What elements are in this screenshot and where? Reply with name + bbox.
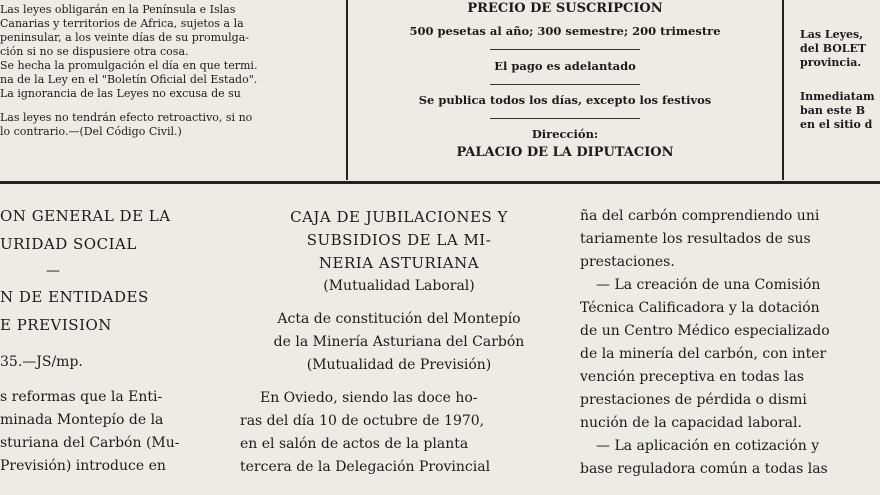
right-notice-line: Inmediatam <box>800 90 875 103</box>
col3-line: base reguladora común a todas las <box>580 461 828 477</box>
col1-body-line: s reformas que la Enti- <box>0 389 163 405</box>
legal-notice <box>0 3 344 139</box>
direction-label: Dirección: <box>531 127 599 141</box>
col1-heading: N DE ENTIDADES <box>0 288 149 306</box>
col1-reference: 35.—JS/mp. <box>0 354 83 370</box>
col3-line: de un Centro Médico especializado <box>580 323 830 339</box>
col3-line: — La creación de una Comisión <box>596 277 821 293</box>
payment-rule <box>490 84 640 85</box>
col1-body-line: sturiana del Carbón (Mu- <box>0 435 180 451</box>
col2-body-line: tercera de la Delegación Provincial <box>240 459 491 475</box>
col2-act-title: Acta de constitución del Montepío <box>277 311 521 327</box>
col2-subtitle: (Mutualidad Laboral) <box>323 278 475 294</box>
col2-act-title: (Mutualidad de Previsión) <box>306 357 492 373</box>
col2-body-line: en el salón de actos de la planta <box>240 436 469 452</box>
price-rule <box>490 49 640 50</box>
col2-act-title: de la Minería Asturiana del Carbón <box>273 334 525 350</box>
col2-title: CAJA DE JUBILACIONES Y <box>290 208 508 226</box>
legal-line: Las leyes no tendrán efecto retroactivo, si no <box>0 111 253 124</box>
col1-heading: E PREVISION <box>0 316 112 334</box>
column-3 <box>580 205 880 481</box>
right-notice <box>800 28 875 132</box>
column-1 <box>0 204 235 478</box>
col1-heading: URIDAD SOCIAL <box>0 235 137 253</box>
col3-line: prestaciones de pérdida o dismi <box>580 392 807 408</box>
right-notice-line: provincia. <box>800 56 862 69</box>
price-title: PRECIO DE SUSCRIPCION <box>467 1 663 16</box>
column-2 <box>240 206 558 479</box>
col3-line: prestaciones. <box>580 254 675 270</box>
price-text: 500 pesetas al año; 300 semestre; 200 trimestre <box>409 24 721 38</box>
right-notice-line: Las Leyes, <box>800 28 864 41</box>
col2-title: NERIA ASTURIANA <box>318 254 480 272</box>
payment-note: El pago es adelantado <box>494 59 636 73</box>
legal-line: na de la Ley en el "Boletín Oficial del Estado". <box>0 73 258 86</box>
col3-line: — La aplicación en cotización y <box>596 438 820 454</box>
legal-line: ción si no se dispusiere otra cosa. <box>0 45 189 58</box>
col3-line: tariamente los resultados de sus <box>580 231 811 247</box>
col3-line: nución de la capacidad laboral. <box>580 415 802 431</box>
right-notice-line: en el sitio d <box>800 118 873 131</box>
col3-line: de la minería del carbón, con inter <box>580 346 827 362</box>
publication-rule <box>490 118 640 119</box>
col2-body-line: En Oviedo, siendo las doce ho- <box>260 390 478 406</box>
masthead-rule <box>0 181 880 184</box>
publication-note: Se publica todos los días, excepto los festivos <box>418 93 712 107</box>
right-notice-line: del BOLET <box>800 42 867 55</box>
legal-line: La ignorancia de las Leyes no excusa de su <box>0 87 241 100</box>
direction-value: PALACIO DE LA DIPUTACION <box>456 145 674 160</box>
col1-body-line: Previsión) introduce en <box>0 458 166 474</box>
top-right-divider <box>782 0 784 180</box>
col1-dash: — <box>46 263 60 279</box>
legal-line: Las leyes obligarán en la Península e Islas <box>0 3 236 16</box>
top-left-divider <box>346 0 348 180</box>
col3-line: ña del carbón comprendiendo uni <box>580 208 820 224</box>
col2-body-line: ras del día 10 de octubre de 1970, <box>240 413 485 429</box>
right-notice-line: ban este B <box>800 104 866 117</box>
subscription-box <box>350 0 780 162</box>
legal-line: lo contrario.—(Del Código Civil.) <box>0 125 182 138</box>
legal-line: Se hecha la promulgación el día en que termi. <box>0 59 258 72</box>
col1-body-line: minada Montepío de la <box>0 412 164 428</box>
col3-line: Técnica Calificadora y la dotación <box>580 300 820 316</box>
col3-line: vención preceptiva en todas las <box>580 369 805 385</box>
col2-title: SUBSIDIOS DE LA MI- <box>306 231 492 249</box>
legal-line: peninsular, a los veinte días de su promulga- <box>0 31 249 44</box>
legal-line: Canarias y territorios de Africa, sujetos a la <box>0 17 244 30</box>
col1-heading: ON GENERAL DE LA <box>0 207 171 225</box>
